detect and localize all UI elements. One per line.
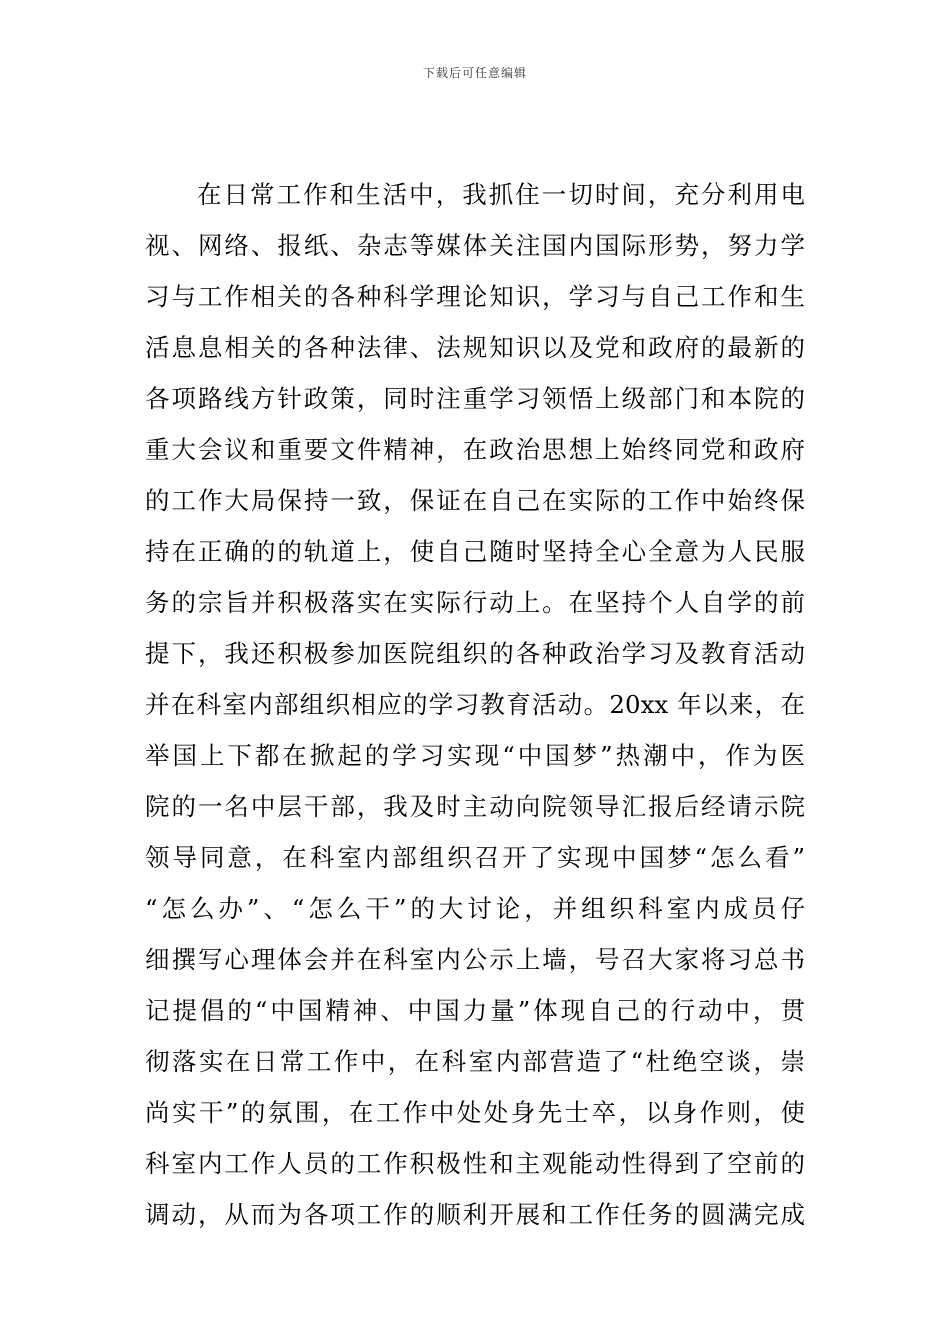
text-line: 习与工作相关的各种科学理论知识，学习与自己工作和生 <box>145 282 805 311</box>
text-line: 调动，从而为各项工作的顺利开展和工作任务的圆满完成 <box>145 1200 805 1229</box>
text-line: 的工作大局保持一致，保证在自己在实际的工作中始终保 <box>145 486 805 515</box>
text-line: 提下，我还积极参加医院组织的各种政治学习及教育活动 <box>145 639 805 668</box>
text-line: 务的宗旨并积极落实在实际行动上。在坚持个人自学的前 <box>145 588 805 617</box>
download-note: 下载后可任意编辑 <box>422 66 527 80</box>
text-line: 在日常工作和生活中，我抓住一切时间，充分利用电 <box>197 180 805 209</box>
text-line: 持在正确的的轨道上，使自己随时坚持全心全意为人民服 <box>145 537 805 566</box>
text-line: 活息息相关的各种法律、法规知识以及党和政府的最新的 <box>145 333 805 362</box>
text-line: 举国上下都在掀起的学习实现“中国梦”热潮中，作为医 <box>145 741 805 770</box>
text-line: 彻落实在日常工作中，在科室内部营造了“杜绝空谈，崇 <box>145 1047 805 1076</box>
text-line: 科室内工作人员的工作积极性和主观能动性得到了空前的 <box>145 1149 805 1178</box>
text-line: 记提倡的“中国精神、中国力量”体现自己的行动中，贯 <box>145 996 805 1025</box>
text-line: 各项路线方针政策，同时注重学习领悟上级部门和本院的 <box>145 384 805 413</box>
text-line: 并在科室内部组织相应的学习教育活动。20xx 年以来，在 <box>145 690 805 719</box>
text-line: 尚实干”的氛围，在工作中处处身先士卒，以身作则，使 <box>145 1098 805 1127</box>
text-line: 领导同意，在科室内部组织召开了实现中国梦“怎么看” <box>145 843 805 872</box>
text-line: 重大会议和重要文件精神，在政治思想上始终同党和政府 <box>145 435 805 464</box>
text-line: 细撰写心理体会并在科室内公示上墙，号召大家将习总书 <box>145 945 805 974</box>
text-line: 视、网络、报纸、杂志等媒体关注国内国际形势，努力学 <box>145 231 805 260</box>
text-line: “怎么办”、“怎么干”的大讨论，并组织科室内成员仔 <box>145 894 805 923</box>
text-line: 院的一名中层干部，我及时主动向院领导汇报后经请示院 <box>145 792 805 821</box>
